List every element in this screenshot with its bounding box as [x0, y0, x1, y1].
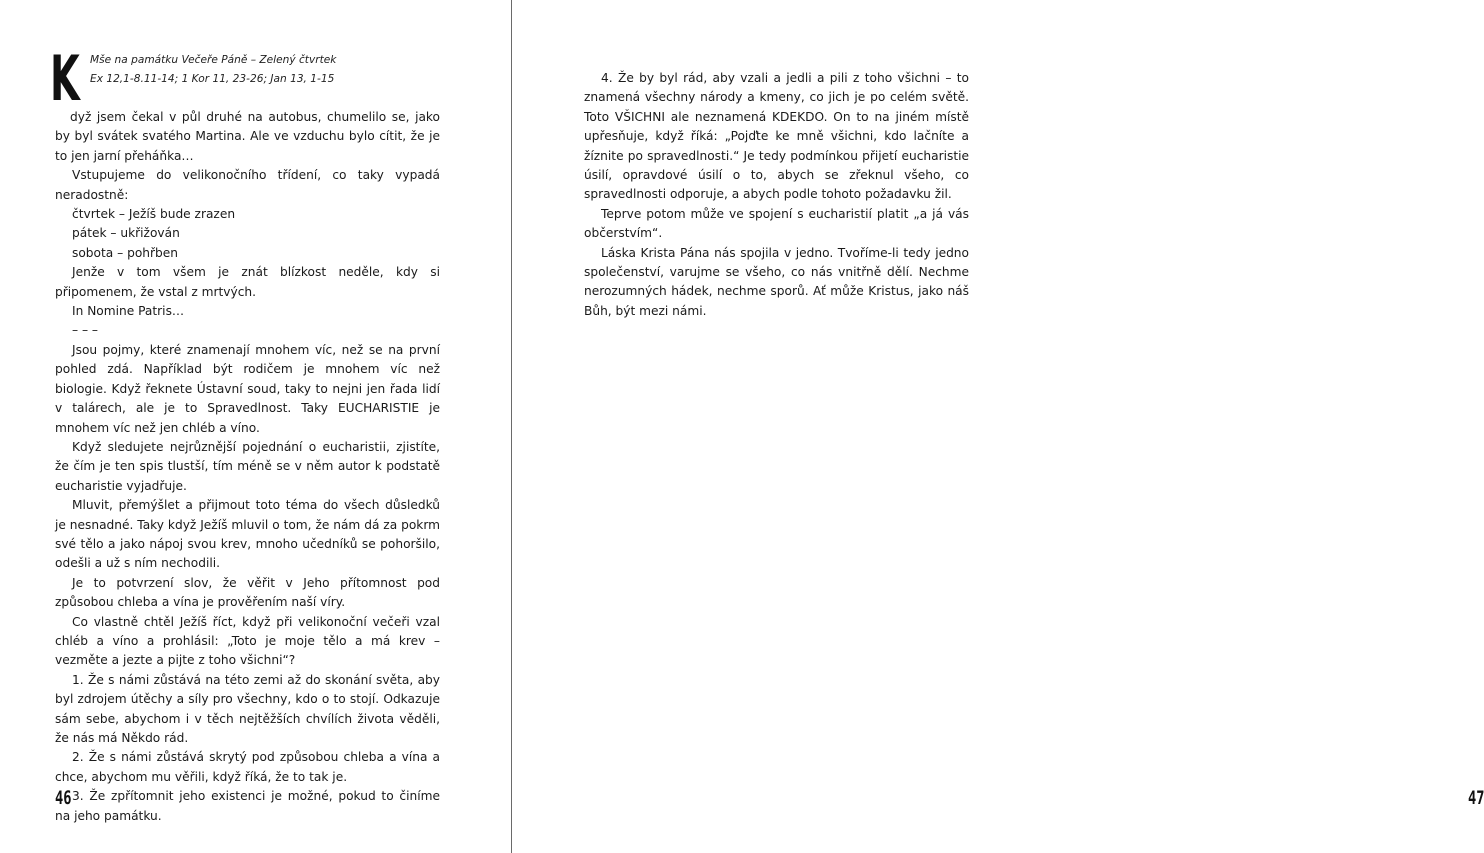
paragraph-numbered: 4. Že by byl rád, aby vzali a jedli a pili z toho všichni – to znamená všechny národy a kmeny, co jich je po celém světě. Toto VŠICHNI ale neznamená KDEKDO. On to na jiném místě upřesňuje, když říká: „Pojďte ke mně všichni, kdo lačníte a žíznite po spravedlnosti.“ Je tedy podmínkou přijetí eucharistie úsilí, opravdové úsilí o to, abych se zřeknul všeho, co spravedlnosti odporuje, a abych podle tohoto požadavku žil.	[584, 71, 969, 202]
paragraph: Mluvit, přemýšlet a přijmout toto téma do všech důsledků je nesnadné. Taky když Ježíš mluvil o tom, že nám dá za pokrm své tělo a jako nápoj svou krev, mnoho učedníků se pohoršilo, odešli a už s ním nechodili.	[55, 498, 440, 571]
drop-cap-letter: K	[50, 42, 80, 115]
chapter-heading-readings: Ex 12,1-8.11-14; 1 Kor 11, 23-26; Jan 13, 1-15	[90, 73, 335, 85]
paragraph: Je to potvrzení slov, že věřit v Jeho přítomnost pod způsobou chleba a vína je prověřením naší víry.	[55, 575, 440, 610]
paragraph-numbered: 3. Že zpřítomnit jeho existenci je možné, pokud to činíme na jeho památku.	[55, 789, 440, 823]
page-number-left: 46	[55, 787, 72, 809]
paragraph-numbered: 1. Že s námi zůstává na této zemi až do skonání světa, aby byl zdrojem útěchy a síly pro všechny, kdo o to stojí. Odkazuje sám sebe, abychom i v těch nejtěžších chvílích života věděli, že nás má Někdo rád.	[55, 672, 440, 745]
left-page-body	[55, 108, 440, 826]
paragraph-list-item: čtvrtek – Ježíš bude zrazen	[72, 207, 236, 222]
section-divider: – – –	[72, 323, 99, 338]
paragraph: Jenže v tom všem je znát blízkost neděle, kdy si připomenem, že vstal z mrtvých.	[55, 265, 440, 299]
paragraph: Láska Krista Pána nás spojila v jedno. Tvoříme-li tedy jedno společenství, varujme se všeho, co nás vnitřně dělí. Nechme nerozumných hádek, nechme sporů. Ať může Kristus, jako náš Bůh, být mezi námi.	[584, 245, 969, 318]
book-gutter-divider	[511, 0, 512, 853]
paragraph: In Nomine Patris…	[72, 304, 185, 319]
right-page-body	[584, 69, 969, 321]
left-page	[0, 0, 512, 853]
paragraph-opening: dyž jsem čekal v půl druhé na autobus, chumelilo se, jako by byl svátek svatého Martina. Ale ve vzduchu bylo cítit, že je to jen jarní přeháňka…	[55, 110, 440, 163]
paragraph: Vstupujeme do velikonočního třídení, co taky vypadá neradostně:	[55, 168, 440, 202]
paragraph: Teprve potom může ve spojení s eucharistií platit „a já vás občerstvím“.	[584, 206, 969, 241]
paragraph: Co vlastně chtěl Ježíš říct, když při velikonoční večeři vzal chléb a víno a prohlásil: „Toto je moje tělo a má krev – vezměte a jezte a pijte z toho všichni“?	[55, 614, 440, 668]
chapter-heading-title: Mše na památku Večeře Páně – Zelený čtvrtek	[90, 54, 337, 66]
page-number-right: 47	[1468, 787, 1484, 809]
paragraph: Jsou pojmy, které znamenají mnohem víc, než se na první pohled zdá. Například být rodičem je mnohem víc než biologie. Když řeknete Ústavní soud, taky to nejni jen řada lidí v talárech, ale je to Spravedlnost. Taky EUCHARISTIE je mnohem víc než jen chléb a víno.	[55, 342, 440, 435]
paragraph: Když sledujete nejrůznější pojednání o eucharistii, zjistíte, že čím je ten spis tlustší, tím méně se v něm autor k podstatě eucharistie vyjadřuje.	[55, 439, 440, 493]
paragraph-list-item: sobota – pohřben	[72, 245, 178, 260]
paragraph-numbered: 2. Že s námi zůstává skrytý pod způsobou chleba a vína a chce, abychom mu věřili, když říká, že to tak je.	[55, 750, 440, 784]
paragraph-list-item: pátek – ukřižován	[72, 226, 180, 241]
